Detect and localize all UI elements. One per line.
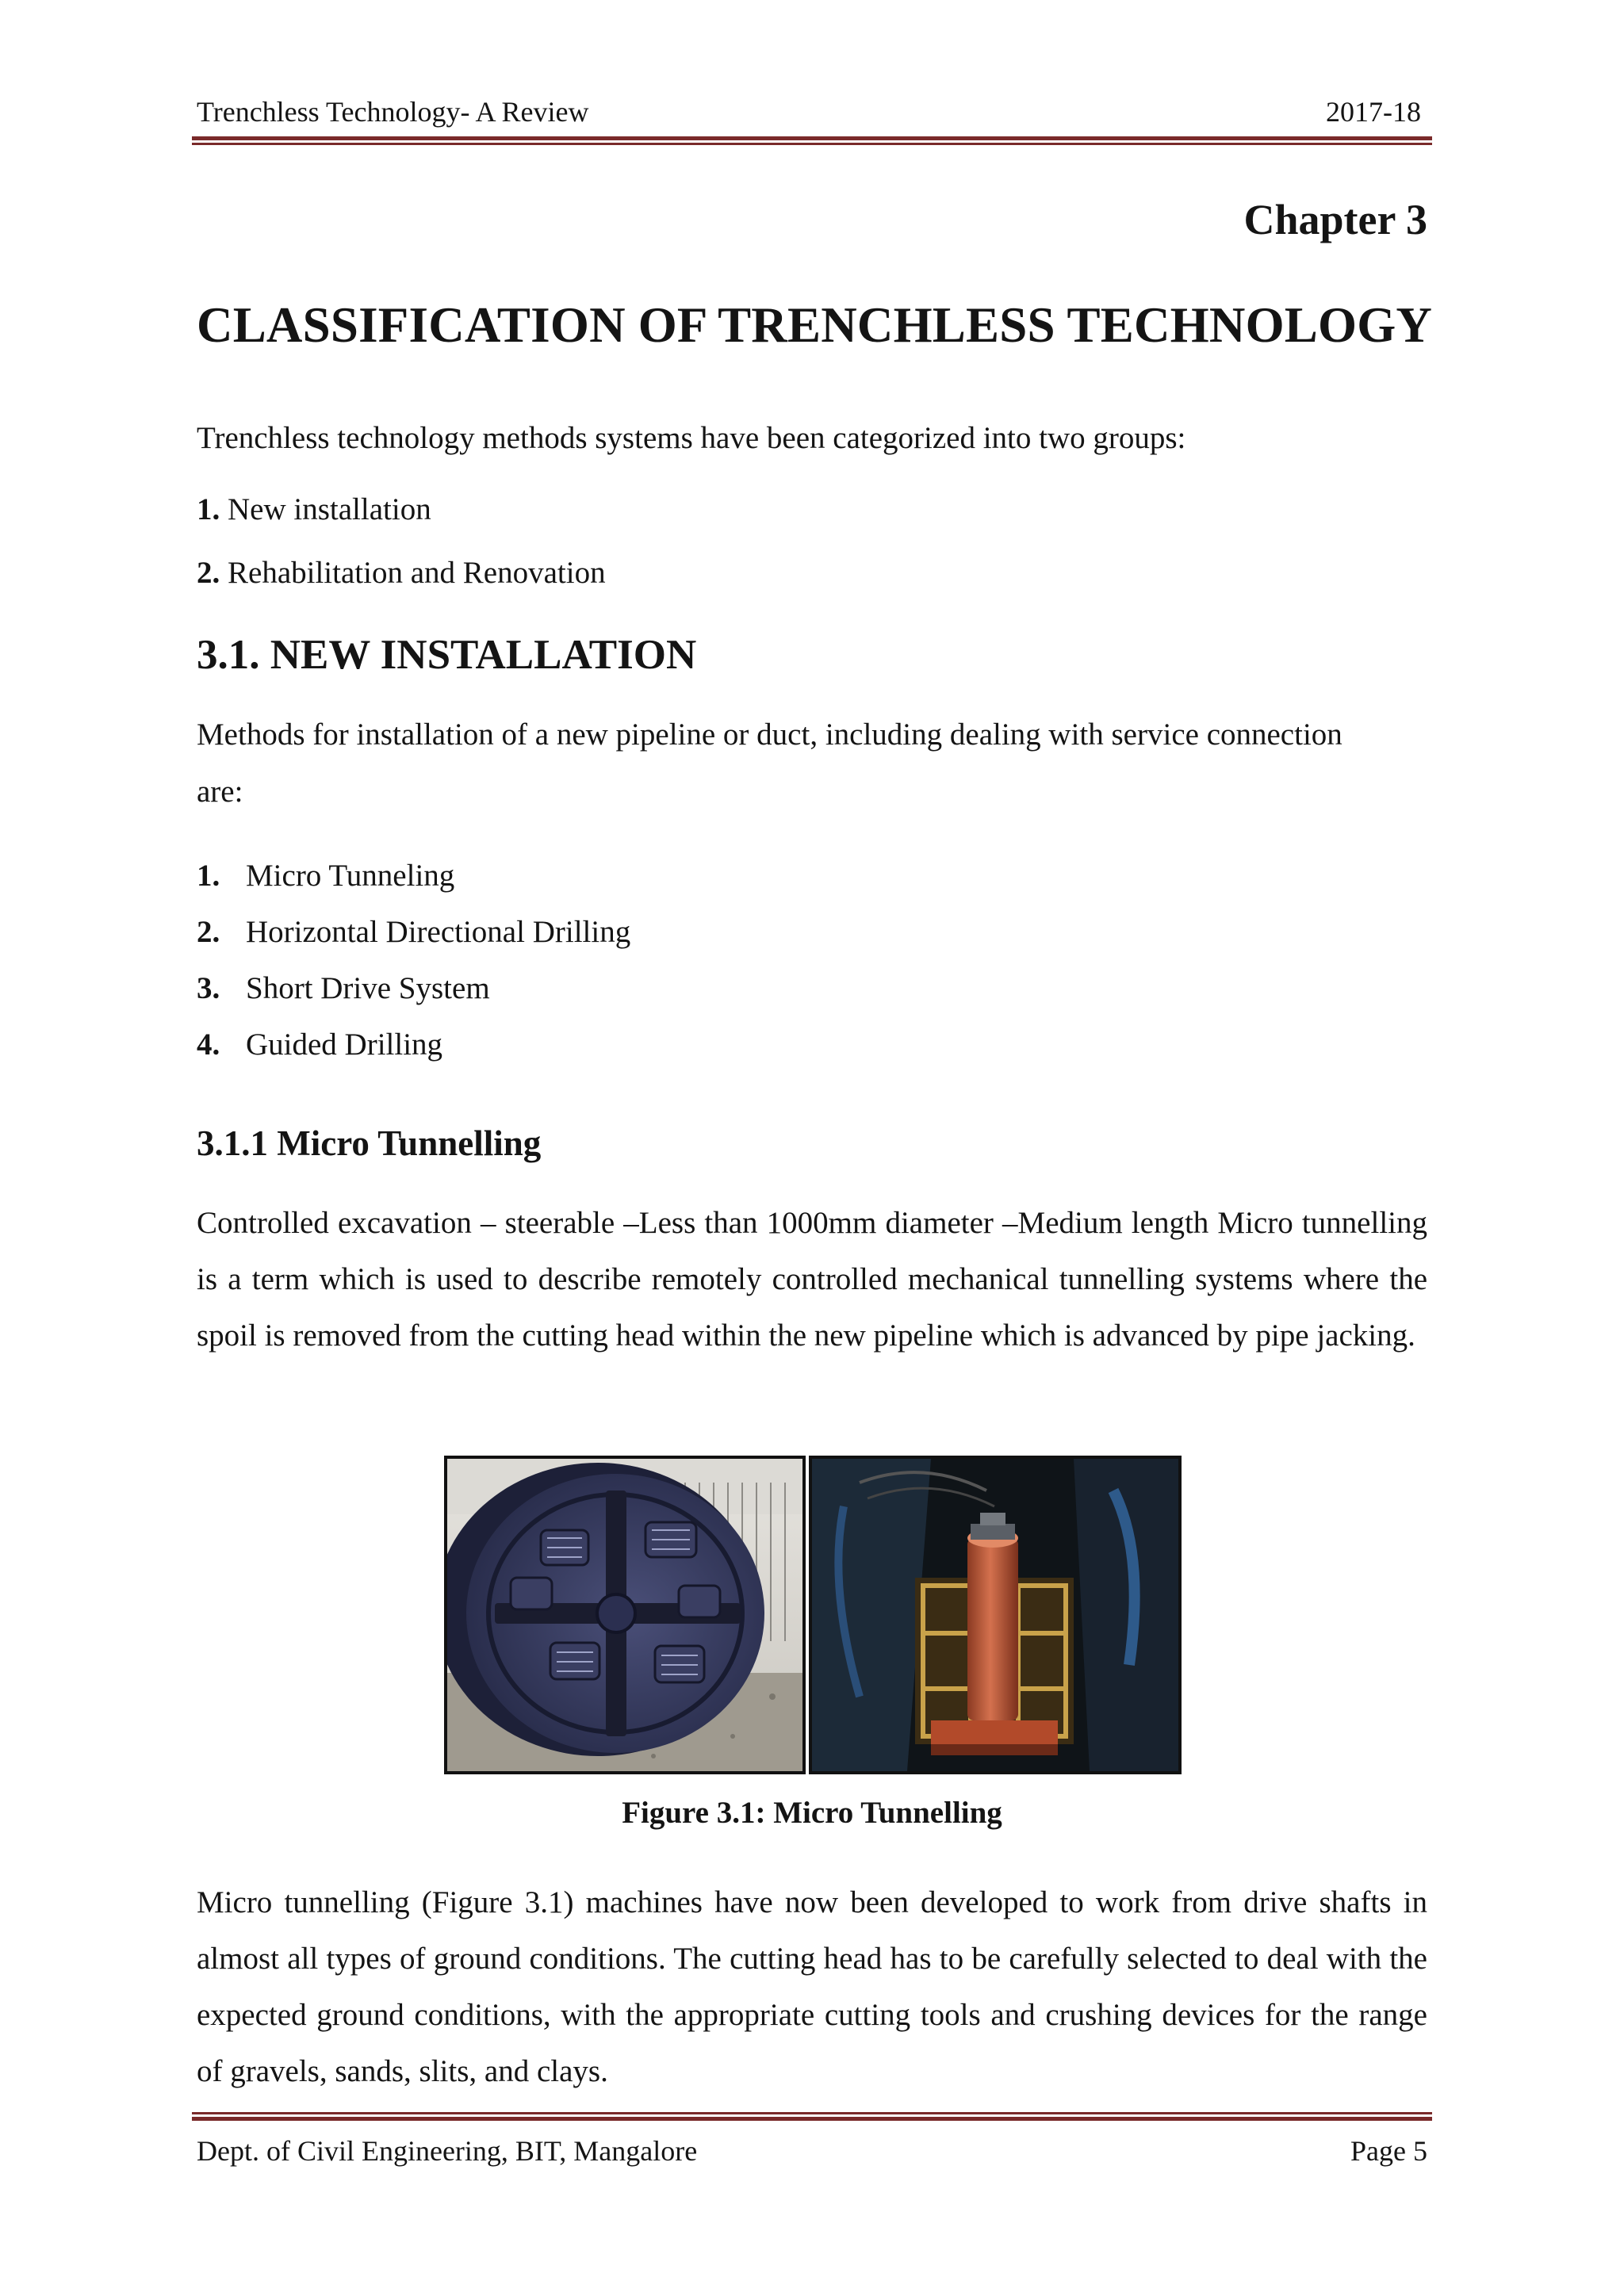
method-label: Micro Tunneling: [246, 859, 455, 893]
footer-rule-thin: [192, 2112, 1432, 2114]
group-item: [197, 555, 606, 591]
section-intro-line1: Methods for installation of a new pipeline or duct, including dealing with service connection: [197, 718, 1342, 752]
method-number: 1.: [197, 859, 220, 893]
method-label: Guided Drilling: [246, 1027, 443, 1062]
jacking-shaft-illustration: [812, 1459, 1178, 1771]
footer-page-number: Page 5: [1350, 2135, 1427, 2167]
header-title: Trenchless Technology- A Review: [197, 96, 589, 128]
method-number: 3.: [197, 971, 220, 1005]
method-number: 2.: [197, 915, 220, 949]
method-item: [197, 858, 454, 894]
subsection-heading: 3.1.1 Micro Tunnelling: [197, 1123, 542, 1163]
header-rule: [192, 136, 1432, 140]
method-item: [197, 970, 490, 1006]
method-number: 4.: [197, 1027, 220, 1062]
cutting-head-photo: [444, 1456, 806, 1774]
body-paragraph-2: Micro tunnelling (Figure 3.1) machines have now been developed to work from drive shafts in almost all types of ground conditions. The cutting head has to be carefully selected to deal with the expected ground conditions, with the appropriate cutting tools and crushing devices for the range of gravels, sands, slits, and clays.: [197, 1885, 1427, 2088]
group-label: New installation: [228, 492, 431, 526]
group-number: 2.: [197, 556, 220, 590]
header-rule-thin: [192, 143, 1432, 145]
group-item: [197, 492, 431, 527]
group-label: Rehabilitation and Renovation: [228, 556, 606, 590]
header-year: 2017-18: [1326, 96, 1421, 128]
chapter-title: CLASSIFICATION OF TRENCHLESS TECHNOLOGY: [197, 297, 1433, 353]
method-item: [197, 1027, 442, 1062]
jacking-shaft-photo: [809, 1456, 1182, 1774]
section-intro-line2: are:: [197, 775, 243, 809]
body-paragraph: Controlled excavation – steerable –Less than 1000mm diameter –Medium length Micro tunnelling is a term which is used to describe remotely controlled mechanical tunnelling systems where the spoil is removed from the cutting head within the new pipeline which is advanced by pipe jacking.: [197, 1206, 1427, 1353]
method-label: Horizontal Directional Drilling: [246, 915, 631, 949]
footer-rule: [192, 2117, 1432, 2121]
cutting-head-illustration: [447, 1459, 802, 1771]
method-label: Short Drive System: [246, 971, 490, 1005]
footer-department: Dept. of Civil Engineering, BIT, Mangalore: [197, 2135, 698, 2167]
chapter-label: Chapter 3: [1243, 196, 1427, 243]
section-heading: 3.1. NEW INSTALLATION: [197, 632, 697, 678]
intro-text: Trenchless technology methods systems have been categorized into two groups:: [197, 421, 1186, 455]
group-number: 1.: [197, 492, 220, 526]
figure-caption: Figure 3.1: Micro Tunnelling: [622, 1796, 1002, 1830]
method-item: [197, 914, 630, 950]
